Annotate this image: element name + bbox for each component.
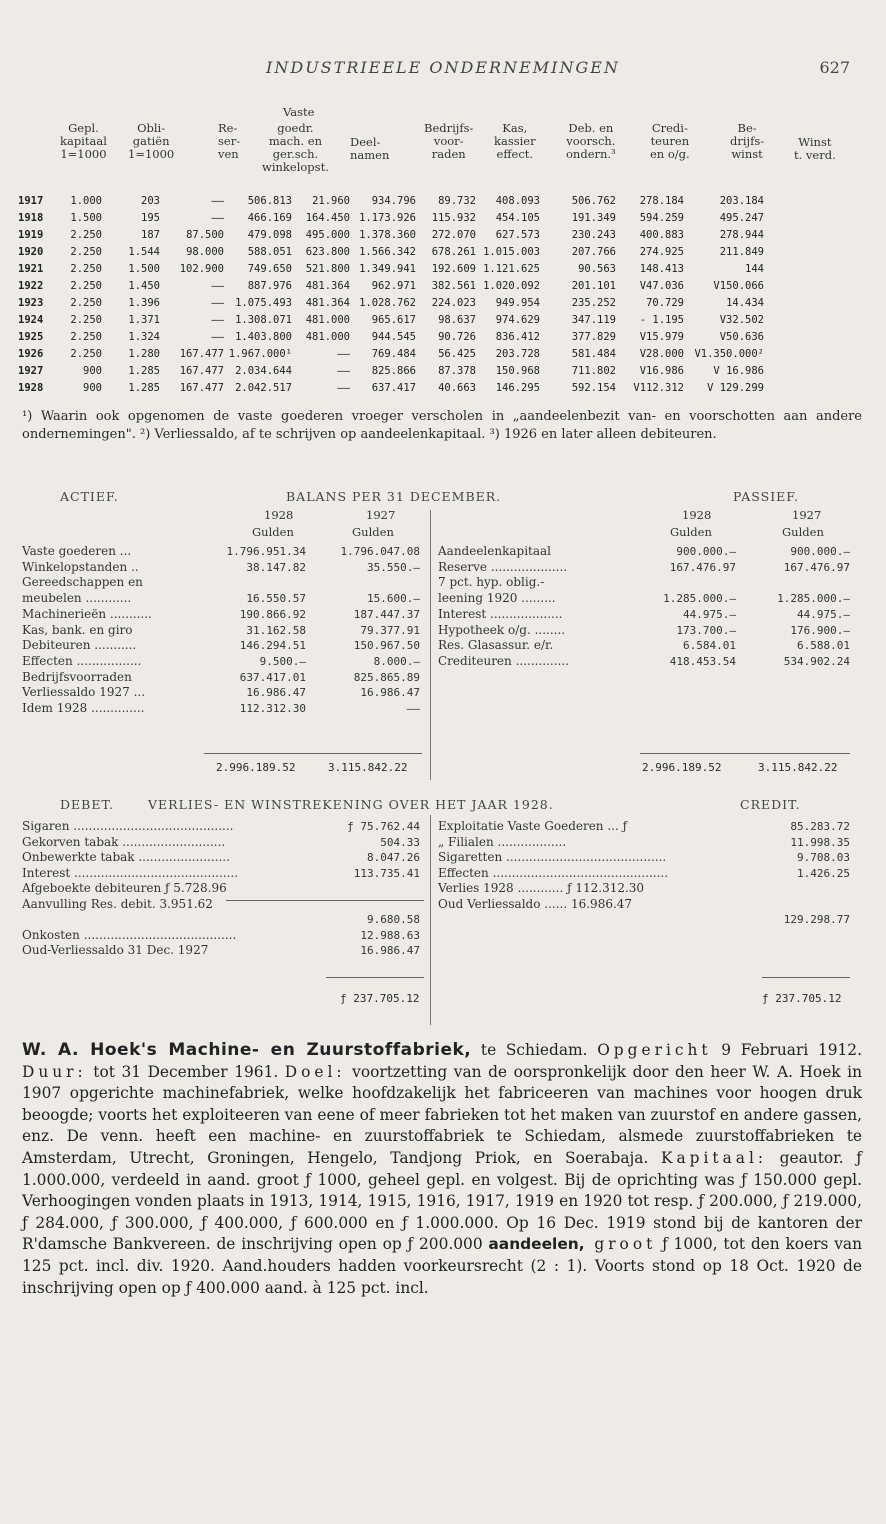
table-cell: 211.849 bbox=[719, 245, 764, 258]
company-city: te Schiedam. bbox=[471, 1041, 588, 1059]
stats-table bbox=[18, 192, 764, 396]
table-cell: 150.968 bbox=[495, 364, 540, 377]
pl-left-subrule bbox=[226, 900, 424, 901]
table-cell: —— bbox=[337, 381, 350, 394]
table-cell: 2.042.517 bbox=[235, 381, 292, 394]
stats-head-voorraden: Bedrijfs- voor- raden bbox=[424, 121, 474, 161]
table-cell: 1.544 bbox=[128, 245, 160, 258]
table-cell: 887.976 bbox=[247, 279, 292, 292]
row-year: 1919 bbox=[18, 228, 44, 241]
table-cell: 167.477 bbox=[179, 381, 224, 394]
table-cell: —— bbox=[337, 364, 350, 377]
table-cell: 224.023 bbox=[431, 296, 476, 309]
row-year: 1926 bbox=[18, 347, 44, 360]
ledger-label: Reserve .................... bbox=[438, 559, 568, 574]
pl-debet-label: DEBET. bbox=[60, 797, 114, 812]
opgericht-label: Opgericht bbox=[597, 1041, 712, 1059]
balance-left-year-a: 1928 bbox=[264, 508, 294, 522]
table-cell: 1.396 bbox=[128, 296, 160, 309]
ledger-value-b: ƒ 75.762.44 bbox=[347, 820, 420, 833]
table-cell: 506.813 bbox=[247, 194, 292, 207]
table-cell: 2.250 bbox=[70, 245, 102, 258]
ledger-label: Debiteuren ........... bbox=[22, 638, 137, 653]
pl-right-total: ƒ 237.705.12 bbox=[762, 992, 842, 1005]
table-cell: 191.349 bbox=[571, 211, 616, 224]
balance-right-gulden-b: Gulden bbox=[782, 525, 824, 539]
ledger-value-b: 11.998.35 bbox=[790, 835, 850, 849]
table-cell: 98.000 bbox=[186, 245, 224, 258]
table-cell: 347.119 bbox=[571, 313, 616, 326]
table-cell: 2.034.644 bbox=[235, 364, 292, 377]
ledger-value-a: 418.453.54 bbox=[669, 654, 736, 668]
pl-title: VERLIES- EN WINSTREKENING OVER HET JAAR 1928. bbox=[148, 797, 554, 812]
table-cell: —— bbox=[211, 296, 224, 309]
table-cell: 495.000 bbox=[305, 228, 350, 241]
row-year: 1924 bbox=[18, 313, 44, 326]
table-cell: 481.000 bbox=[305, 330, 350, 343]
ledger-value-a: 16.986.47 bbox=[246, 686, 306, 700]
company-description bbox=[22, 1040, 862, 1299]
ledger-label: Afgeboekte debiteuren ƒ 5.728.96 bbox=[22, 881, 227, 895]
duur-text: tot 31 December 1961. bbox=[86, 1062, 285, 1081]
table-cell: 466.169 bbox=[247, 211, 292, 224]
ledger-label: Verlies 1928 ............ ƒ 112.312.30 bbox=[438, 881, 645, 895]
ledger-value-b: 176.900.— bbox=[790, 623, 850, 637]
table-row bbox=[18, 192, 764, 209]
table-row bbox=[18, 209, 764, 226]
table-cell: 274.925 bbox=[639, 245, 684, 258]
aandeelen-emphasis: aandeelen, bbox=[488, 1235, 585, 1254]
table-cell: 2.250 bbox=[70, 279, 102, 292]
row-year: 1922 bbox=[18, 279, 44, 292]
table-cell: 1.000 bbox=[70, 194, 102, 207]
table-row bbox=[18, 345, 764, 362]
ledger-label: Gekorven tabak ........................... bbox=[22, 834, 226, 849]
ledger-value-b: 16.986.47 bbox=[360, 686, 420, 700]
ledger-value-b: 35.550.— bbox=[367, 560, 420, 574]
table-cell: 230.243 bbox=[571, 228, 616, 241]
table-cell: V32.502 bbox=[719, 313, 764, 326]
ledger-value-a: 31.162.58 bbox=[246, 623, 306, 637]
table-cell: 1.015.003 bbox=[483, 245, 540, 258]
table-cell: 749.650 bbox=[247, 262, 292, 275]
stats-head-obligatien: Obli- gatiën 1=1000 bbox=[128, 121, 175, 161]
table-cell: 1.285 bbox=[128, 381, 160, 394]
table-cell: 962.971 bbox=[371, 279, 416, 292]
balance-passief-label: PASSIEF. bbox=[733, 489, 799, 504]
table-row bbox=[18, 294, 764, 311]
ledger-label: Exploitatie Vaste Goederen ... ƒ bbox=[438, 819, 628, 833]
ledger-value-b: 9.680.58 bbox=[367, 913, 420, 926]
table-cell: 965.617 bbox=[371, 313, 416, 326]
table-cell: 836.412 bbox=[495, 330, 540, 343]
table-row bbox=[18, 379, 764, 396]
table-cell: 56.425 bbox=[438, 347, 476, 360]
table-cell: 195 bbox=[141, 211, 160, 224]
table-cell: 278.944 bbox=[719, 228, 764, 241]
table-cell: 1.028.762 bbox=[359, 296, 416, 309]
doel-label: Doel: bbox=[284, 1062, 346, 1081]
table-cell: V16.986 bbox=[639, 364, 684, 377]
table-cell: 1.121.625 bbox=[483, 262, 540, 275]
table-cell: 377.829 bbox=[571, 330, 616, 343]
table-cell: 623.800 bbox=[305, 245, 350, 258]
ledger-value-b: 187.447.37 bbox=[353, 607, 420, 621]
table-cell: 1.500 bbox=[70, 211, 102, 224]
pl-left-total: ƒ 237.705.12 bbox=[340, 992, 420, 1005]
row-year: 1920 bbox=[18, 245, 44, 258]
table-cell: 521.800 bbox=[305, 262, 350, 275]
ledger-label: Res. Glasassur. e/r. bbox=[438, 638, 554, 653]
table-cell: 1.378.360 bbox=[359, 228, 416, 241]
ledger-value-b: 6.588.01 bbox=[797, 639, 850, 653]
table-cell: V 16.986 bbox=[713, 364, 764, 377]
table-row bbox=[18, 328, 764, 345]
table-cell: 2.250 bbox=[70, 313, 102, 326]
table-cell: 588.051 bbox=[247, 245, 292, 258]
table-cell: V50.636 bbox=[719, 330, 764, 343]
ledger-label: Gereedschappen en bbox=[22, 575, 143, 590]
ledger-value-b: 129.298.77 bbox=[783, 913, 850, 926]
ledger-value-a: 16.550.57 bbox=[246, 592, 306, 606]
kapitaal-label: Kapitaal: bbox=[660, 1148, 768, 1167]
balance-left-rule bbox=[204, 753, 422, 754]
ledger-value-a: 1.796.951.34 bbox=[226, 545, 306, 558]
stats-head-kapitaal: Gepl. kapitaal 1=1000 bbox=[60, 121, 107, 161]
table-cell: —— bbox=[211, 313, 224, 326]
ledger-value-a: 173.700.— bbox=[676, 623, 736, 637]
duur-label: Duur: bbox=[22, 1062, 87, 1081]
ledger-label: Winkelopstanden .. bbox=[22, 559, 139, 574]
table-cell: 146.295 bbox=[495, 381, 540, 394]
table-cell: 1.075.493 bbox=[235, 296, 292, 309]
ledger-label: Sigaren .......................................... bbox=[22, 819, 234, 833]
balance-right-total-b: 3.115.842.22 bbox=[758, 761, 838, 774]
table-cell: 144 bbox=[745, 262, 764, 275]
table-cell: 87.378 bbox=[438, 364, 476, 377]
kapitaal-text: geautor. ƒ 1.000.000, verdeeld in aand. groot ƒ 1000, geheel gepl. en volgest. Bij de oprichting was ƒ 150.000 gepl. Verhoogingen vonden plaats in 1913, 1914, 1915, 1916, 1917, 1919 en 1920 tot resp. ƒ 200.000, ƒ 219.000, ƒ 284.000, ƒ 300.000, ƒ 400.000, ƒ 600.000 en ƒ 1.000.000. Op 16 Dec. 1919 stond bij de kantoren der R'damsche Bankvereen. de inschrijving open op ƒ 200.000 bbox=[22, 1148, 862, 1254]
ledger-value-b: 1.796.047.08 bbox=[340, 545, 420, 558]
table-cell: 1.285 bbox=[128, 364, 160, 377]
table-cell: 711.802 bbox=[571, 364, 616, 377]
table-cell: 272.070 bbox=[431, 228, 476, 241]
ledger-label: Vaste goederen ... bbox=[22, 544, 132, 558]
table-cell: V1.350.000² bbox=[694, 347, 764, 360]
table-cell: 21.960 bbox=[312, 194, 350, 207]
table-cell: 1.324 bbox=[128, 330, 160, 343]
row-year: 1927 bbox=[18, 364, 44, 377]
table-cell: —— bbox=[337, 347, 350, 360]
stats-head-winst: Winst t. verd. bbox=[794, 135, 836, 162]
ledger-value-b: 79.377.91 bbox=[360, 623, 420, 637]
table-row bbox=[18, 226, 764, 243]
table-cell: 14.434 bbox=[726, 296, 764, 309]
ledger-value-b: 150.967.50 bbox=[353, 639, 420, 653]
ledger-value-b: 12.988.63 bbox=[360, 928, 420, 942]
pl-credit-label: CREDIT. bbox=[740, 797, 801, 812]
table-cell: 201.101 bbox=[571, 279, 616, 292]
stats-head-crediteuren: Credi- teuren en o/g. bbox=[650, 121, 690, 161]
table-cell: 207.766 bbox=[571, 245, 616, 258]
ledger-value-b: 8.000.— bbox=[373, 654, 420, 668]
ledger-label: Verliessaldo 1927 ... bbox=[22, 685, 146, 700]
table-cell: —— bbox=[211, 330, 224, 343]
ledger-label: meubelen ............ bbox=[22, 591, 132, 606]
ledger-label: 7 pct. hyp. oblig.- bbox=[438, 575, 545, 590]
table-cell: 70.729 bbox=[646, 296, 684, 309]
balance-right-year-a: 1928 bbox=[682, 508, 712, 522]
table-cell: V15.979 bbox=[639, 330, 684, 343]
table-cell: 235.252 bbox=[571, 296, 616, 309]
table-cell: 167.477 bbox=[179, 347, 224, 360]
table-cell: —— bbox=[211, 194, 224, 207]
table-cell: 2.250 bbox=[70, 296, 102, 309]
table-cell: V47.036 bbox=[639, 279, 684, 292]
table-cell: 1.450 bbox=[128, 279, 160, 292]
table-cell: 481.364 bbox=[305, 296, 350, 309]
table-cell: 1.308.071 bbox=[235, 313, 292, 326]
balance-right-rule bbox=[640, 753, 850, 754]
table-cell: 944.545 bbox=[371, 330, 416, 343]
table-cell: 592.154 bbox=[571, 381, 616, 394]
table-row bbox=[18, 362, 764, 379]
ledger-value-a: 1.285.000.— bbox=[663, 592, 736, 606]
pl-right-rule bbox=[762, 977, 850, 978]
page-number: 627 bbox=[819, 58, 850, 77]
table-cell: 203.728 bbox=[495, 347, 540, 360]
table-cell: 581.484 bbox=[571, 347, 616, 360]
balance-left-gulden-b: Gulden bbox=[352, 525, 394, 539]
pl-left-rule bbox=[326, 977, 424, 978]
ledger-value-a: 112.312.30 bbox=[239, 702, 306, 715]
ledger-value-a: 6.584.01 bbox=[683, 639, 736, 653]
balance-right-gulden-a: Gulden bbox=[670, 525, 712, 539]
ledger-value-b: 1.426.25 bbox=[797, 866, 850, 880]
ledger-value-b: 85.283.72 bbox=[790, 820, 850, 833]
ledger-label: Effecten .............................................. bbox=[438, 865, 669, 880]
table-cell: 1.403.800 bbox=[235, 330, 292, 343]
balance-divider bbox=[430, 510, 431, 780]
company-name: W. A. Hoek's Machine- en Zuurstoffabriek, bbox=[22, 1040, 472, 1060]
table-cell: 1.566.342 bbox=[359, 245, 416, 258]
table-cell: 1.967.000¹ bbox=[228, 347, 292, 360]
ledger-value-a: 146.294.51 bbox=[239, 639, 306, 653]
table-cell: 400.883 bbox=[639, 228, 684, 241]
row-year: 1917 bbox=[18, 194, 44, 207]
row-year: 1918 bbox=[18, 211, 44, 224]
table-cell: 769.484 bbox=[371, 347, 416, 360]
table-cell: 454.105 bbox=[495, 211, 540, 224]
table-cell: 479.098 bbox=[247, 228, 292, 241]
ledger-label: Onkosten ........................................ bbox=[22, 927, 237, 942]
table-row bbox=[18, 311, 764, 328]
ledger-value-b: 504.33 bbox=[380, 835, 420, 849]
stats-head-goedr: goedr. mach. en ger.sch. winkelopst. bbox=[262, 121, 329, 174]
table-cell: 900 bbox=[83, 381, 102, 394]
ledger-value-b: 15.600.— bbox=[367, 592, 420, 606]
stats-head-debiteuren: Deb. en voorsch. ondern.³ bbox=[566, 121, 616, 161]
table-cell: V150.066 bbox=[713, 279, 764, 292]
table-cell: 2.250 bbox=[70, 262, 102, 275]
table-cell: 102.900 bbox=[179, 262, 224, 275]
running-header: INDUSTRIEELE ONDERNEMINGEN bbox=[266, 58, 620, 77]
table-cell: 203.184 bbox=[719, 194, 764, 207]
ledger-label: Aanvulling Res. debit. 3.951.62 bbox=[22, 896, 213, 911]
ledger-label: Hypotheek o/g. ........ bbox=[438, 622, 566, 637]
ledger-value-b: 8.047.26 bbox=[367, 851, 420, 864]
ledger-value-b: —— bbox=[406, 702, 420, 715]
ledger-label: Interest ........................................... bbox=[22, 865, 239, 880]
ledger-value-b: 113.735.41 bbox=[353, 866, 420, 880]
ledger-value-a: 167.476.97 bbox=[669, 560, 736, 574]
table-cell: 90.726 bbox=[438, 330, 476, 343]
table-cell: 2.250 bbox=[70, 347, 102, 360]
balance-left-total-b: 3.115.842.22 bbox=[328, 761, 408, 774]
table-cell: 1.500 bbox=[128, 262, 160, 275]
table-cell: 1.371 bbox=[128, 313, 160, 326]
table-cell: 934.796 bbox=[371, 194, 416, 207]
ledger-label: Oud-Verliessaldo 31 Dec. 1927 bbox=[22, 943, 209, 957]
ledger-label: Onbewerkte tabak ........................ bbox=[22, 850, 230, 864]
balance-title: BALANS PER 31 DECEMBER. bbox=[286, 489, 502, 504]
table-cell: 187 bbox=[141, 228, 160, 241]
table-cell: 278.184 bbox=[639, 194, 684, 207]
balance-right-year-b: 1927 bbox=[792, 508, 822, 522]
stats-head-bedrijfswinst: Be- drijfs- winst bbox=[730, 121, 765, 161]
table-cell: 89.732 bbox=[438, 194, 476, 207]
table-cell: V112.312 bbox=[633, 381, 684, 394]
ledger-label: Machinerieën ........... bbox=[22, 606, 152, 621]
table-cell: 148.413 bbox=[639, 262, 684, 275]
table-cell: 87.500 bbox=[186, 228, 224, 241]
ledger-value-b: 44.975.— bbox=[797, 607, 850, 621]
table-row bbox=[18, 243, 764, 260]
row-year: 1921 bbox=[18, 262, 44, 275]
ledger-label: Crediteuren .............. bbox=[438, 653, 569, 668]
stats-head-vaste: Vaste bbox=[283, 105, 315, 119]
table-cell: 1.280 bbox=[128, 347, 160, 360]
table-cell: 115.932 bbox=[431, 211, 476, 224]
table-cell: - 1.195 bbox=[639, 313, 684, 326]
ledger-label: Bedrijfsvoorraden bbox=[22, 669, 132, 684]
table-cell: 825.866 bbox=[371, 364, 416, 377]
table-cell: 382.561 bbox=[431, 279, 476, 292]
groot-text: groot bbox=[584, 1235, 657, 1254]
ledger-value-b: 9.708.03 bbox=[797, 851, 850, 864]
ledger-label: „ Filialen .................. bbox=[438, 834, 567, 849]
footnote: ¹) Waarin ook opgenomen de vaste goederen vroeger verscholen in „aandeelenbezit van- en voorschotten aan andere ondernemingen". ²) Verliessaldo, af te schrijven op aandeelenkapitaal. ³) 1926 en later alleen debiteuren. bbox=[22, 409, 862, 442]
table-cell: —— bbox=[211, 211, 224, 224]
table-cell: 2.250 bbox=[70, 330, 102, 343]
ledger-value-a: 190.866.92 bbox=[239, 607, 306, 621]
ledger-label: Idem 1928 .............. bbox=[22, 701, 145, 715]
stats-head-kas: Kas, kassier effect. bbox=[494, 121, 536, 161]
pl-divider bbox=[430, 815, 431, 1025]
table-cell: 949.954 bbox=[495, 296, 540, 309]
row-year: 1928 bbox=[18, 381, 44, 394]
table-cell: 40.663 bbox=[438, 381, 476, 394]
stats-head-reserven: Re- ser- ven bbox=[218, 121, 241, 161]
table-cell: 167.477 bbox=[179, 364, 224, 377]
table-cell: 1.020.092 bbox=[483, 279, 540, 292]
opgericht-text: 9 Februari 1912. bbox=[711, 1041, 862, 1059]
ledger-value-b: 167.476.97 bbox=[783, 560, 850, 574]
ledger-value-b: 900.000.— bbox=[790, 545, 850, 558]
ledger-label: Sigaretten .......................................... bbox=[438, 850, 667, 864]
balance-actief-label: ACTIEF. bbox=[60, 489, 119, 504]
table-cell: 192.609 bbox=[431, 262, 476, 275]
ledger-value-a: 900.000.— bbox=[676, 545, 736, 558]
ledger-label: leening 1920 ......... bbox=[438, 591, 556, 606]
ledger-value-a: 9.500.— bbox=[259, 654, 306, 668]
table-cell: 974.629 bbox=[495, 313, 540, 326]
table-row bbox=[18, 260, 764, 277]
ledger-label: Oud Verliessaldo ...... 16.986.47 bbox=[438, 896, 633, 911]
table-cell: 627.573 bbox=[495, 228, 540, 241]
table-cell: 203 bbox=[141, 194, 160, 207]
table-cell: 900 bbox=[83, 364, 102, 377]
table-cell: 1.349.941 bbox=[359, 262, 416, 275]
table-cell: 2.250 bbox=[70, 228, 102, 241]
doel-text: voortzetting van de oorspronkelijk door den heer W. A. Hoek in 1907 opgerichte machinefabriek, welke hoofdzakelijk het fabriceeren van machines voor hoogen druk beoogde; voorts het exploiteeren van eene of meer fabrieken tot het maken van zuurstof en andere gassen, enz. De venn. heeft een machine- en zuurstoffabriek te Schiedam, alsmede zuurstoffabrieken te Amsterdam, Utrecht, Groningen, Hengelo, Tandjong Priok, en Soerabaja. bbox=[22, 1062, 863, 1167]
ledger-value-b: 825.865.89 bbox=[353, 670, 420, 684]
balance-right-total-a: 2.996.189.52 bbox=[642, 761, 722, 774]
table-row bbox=[18, 277, 764, 294]
table-cell: —— bbox=[211, 279, 224, 292]
ledger-value-b: 1.285.000.— bbox=[777, 592, 850, 606]
ledger-label: Interest ................... bbox=[438, 606, 563, 621]
row-year: 1925 bbox=[18, 330, 44, 343]
balance-left-year-b: 1927 bbox=[366, 508, 396, 522]
table-cell: 408.093 bbox=[495, 194, 540, 207]
table-cell: 164.450 bbox=[305, 211, 350, 224]
ledger-value-a: 44.975.— bbox=[683, 607, 736, 621]
table-cell: 495.247 bbox=[719, 211, 764, 224]
ledger-value-b: 534.902.24 bbox=[783, 654, 850, 668]
table-cell: 678.261 bbox=[431, 245, 476, 258]
table-cell: 637.417 bbox=[371, 381, 416, 394]
ledger-value-a: 38.147.82 bbox=[246, 560, 306, 574]
table-cell: 1.173.926 bbox=[359, 211, 416, 224]
ledger-value-a: 637.417.01 bbox=[239, 670, 306, 684]
balance-left-gulden-a: Gulden bbox=[252, 525, 294, 539]
ledger-label: Effecten ................. bbox=[22, 653, 142, 668]
ledger-label: Aandeelenkapitaal bbox=[438, 544, 552, 558]
table-cell: V28.000 bbox=[639, 347, 684, 360]
table-cell: 594.259 bbox=[639, 211, 684, 224]
table-cell: 481.000 bbox=[305, 313, 350, 326]
table-cell: 90.563 bbox=[578, 262, 616, 275]
table-cell: 506.762 bbox=[571, 194, 616, 207]
table-cell: 481.364 bbox=[305, 279, 350, 292]
ledger-value-b: 16.986.47 bbox=[360, 944, 420, 957]
ledger-label: Kas, bank. en giro bbox=[22, 622, 133, 637]
stats-head-deelnamen: Deel- namen bbox=[350, 135, 390, 162]
prose-rest: ƒ 1000, tot den koers van 125 pct. incl. div. 1920. Aand.houders hadden voorkeursrecht (2 : 1). Voorts stond op 18 Oct. 1920 de inschrijving open op ƒ 400.000 aand. à 125 pct. incl. bbox=[22, 1235, 862, 1297]
balance-left-total-a: 2.996.189.52 bbox=[216, 761, 296, 774]
row-year: 1923 bbox=[18, 296, 44, 309]
table-cell: 98.637 bbox=[438, 313, 476, 326]
table-cell: V 129.299 bbox=[707, 381, 764, 394]
